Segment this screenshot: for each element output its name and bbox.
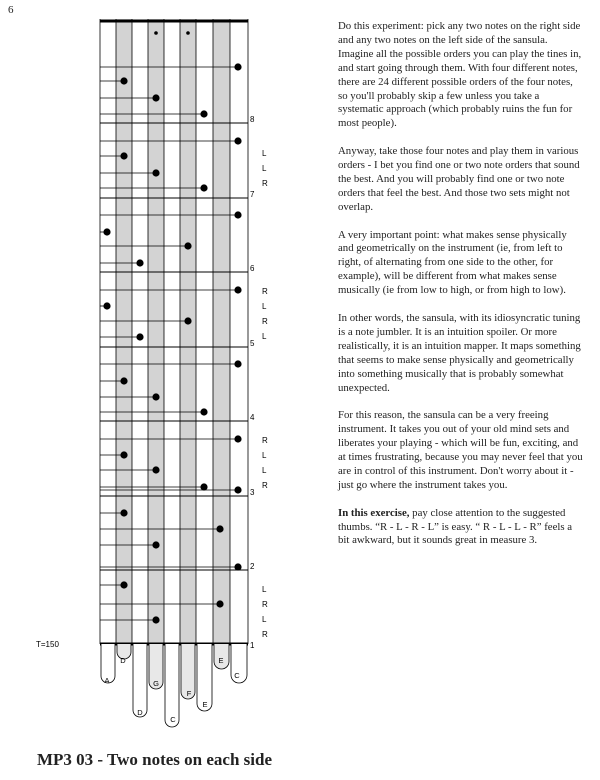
note-dot	[200, 483, 207, 490]
thumb-marker: R	[262, 600, 268, 609]
measure-number: 5	[250, 339, 255, 348]
exercise-text: pay close attention to the suggested thumbs. “R - L - R - L” is easy. “ R - L - L - R” feels a bit awkward, but it sounds great in measure 3.	[338, 506, 573, 547]
tine-label: D	[120, 656, 126, 665]
thumb-marker: R	[262, 436, 268, 445]
shaded-tine	[148, 19, 164, 644]
thumb-marker: R	[262, 630, 268, 639]
note-dot	[184, 317, 191, 324]
body-text	[338, 20, 584, 562]
note-dot	[120, 509, 127, 516]
measure-number: 7	[250, 190, 255, 199]
paragraph-1: Do this experiment: pick any two notes on the right side and any two notes on the left side of the sansula. Imagine all the possible orders you can play the tines in, and start going through them. With four different notes, there are 24 different possible orders of the four notes, so you'll probably skip a few unless you take a systematic approach (which probably ruins the fun for most people).	[338, 20, 582, 130]
reference-dot	[186, 31, 190, 35]
note-dot	[120, 581, 127, 588]
paragraph-6	[338, 507, 584, 549]
measure-number: 2	[250, 562, 255, 571]
note-dot	[152, 466, 159, 473]
tine-label: C	[234, 671, 240, 680]
thumb-marker: L	[262, 585, 267, 594]
thumb-marker: L	[262, 149, 267, 158]
note-dot	[152, 616, 159, 623]
note-dot	[136, 333, 143, 340]
tine-label: G	[153, 679, 159, 688]
note-dot	[152, 94, 159, 101]
thumb-marker: R	[262, 481, 268, 490]
note-dot	[216, 600, 223, 607]
thumb-marker: L	[262, 451, 267, 460]
note-dot	[103, 228, 110, 235]
thumb-marker: L	[262, 332, 267, 341]
thumb-marker: L	[262, 615, 267, 624]
note-dot	[152, 541, 159, 548]
note-dot	[152, 393, 159, 400]
paragraph-4: In other words, the sansula, with its idiosyncratic tuning is a note jumbler. It is an intuition spoiler. Or more realistically, it is an intuition mapper. It maps something that seems to make sense physically and geometrically into something musically that is probably somewhat unexpected.	[338, 311, 581, 394]
note-dot	[152, 169, 159, 176]
tine-label: A	[104, 676, 110, 685]
reference-dot	[154, 31, 158, 35]
note-dot	[120, 77, 127, 84]
shaded-tine	[116, 19, 132, 644]
note-dot	[200, 408, 207, 415]
thumb-marker: L	[262, 466, 267, 475]
note-dot	[216, 525, 223, 532]
note-dot	[234, 137, 241, 144]
paragraph-5: For this reason, the sansula can be a very freeing instrument. It takes you out of your old mind sets and liberates your playing - which will be fun, exciting, and at times frustrating, because you may never feel that you are in control of this instrument. Don't worry about it - just go where the instrument takes you.	[338, 409, 583, 491]
note-dot	[234, 360, 241, 367]
note-dot	[136, 259, 143, 266]
measure-number: 3	[250, 488, 255, 497]
note-dot	[120, 377, 127, 384]
note-dot	[120, 451, 127, 458]
thumb-marker: R	[262, 179, 268, 188]
note-dot	[200, 110, 207, 117]
tempo-marking: T=150	[36, 640, 59, 649]
note-dot	[234, 486, 241, 493]
caption: MP3 03 - Two notes on each side	[37, 750, 273, 769]
shaded-tine	[213, 19, 230, 644]
note-dot	[234, 211, 241, 218]
measure-number: 6	[250, 264, 255, 273]
tine-label: E	[202, 700, 208, 709]
tine-label: E	[218, 656, 224, 665]
thumb-marker: R	[262, 287, 268, 296]
page-number: 6	[8, 4, 14, 16]
note-dot	[120, 152, 127, 159]
measure-number: 8	[250, 115, 255, 124]
exercise-lead: In this exercise,	[338, 506, 410, 519]
note-dot	[234, 286, 241, 293]
note-dot	[234, 563, 241, 570]
note-dot	[184, 242, 191, 249]
note-dot	[234, 435, 241, 442]
note-dot	[103, 302, 110, 309]
thumb-marker: R	[262, 317, 268, 326]
tine-tip	[133, 644, 147, 717]
note-dot	[234, 63, 241, 70]
thumb-marker: L	[262, 164, 267, 173]
measure-number: 4	[250, 413, 255, 422]
paragraph-2: Anyway, take those four notes and play them in various orders - I bet you find one or two note orders that sound the best. And you will probably find one or two note orders that feel the best. And those two sets might not overlap.	[338, 145, 580, 213]
tine-label: D	[137, 708, 143, 717]
tine-label: C	[170, 715, 176, 724]
paragraph-3: A very important point: what makes sense physically and geometrically on the instrument (ie, from left to right, of alternating from one side to the other, for example), will be different from what makes sense musically (ie from low to high, or from high to low).	[338, 228, 567, 297]
tine-label: F	[186, 689, 192, 698]
measure-number: 1	[250, 641, 255, 650]
shaded-tine	[180, 19, 196, 644]
thumb-marker: L	[262, 302, 267, 311]
note-dot	[200, 184, 207, 191]
